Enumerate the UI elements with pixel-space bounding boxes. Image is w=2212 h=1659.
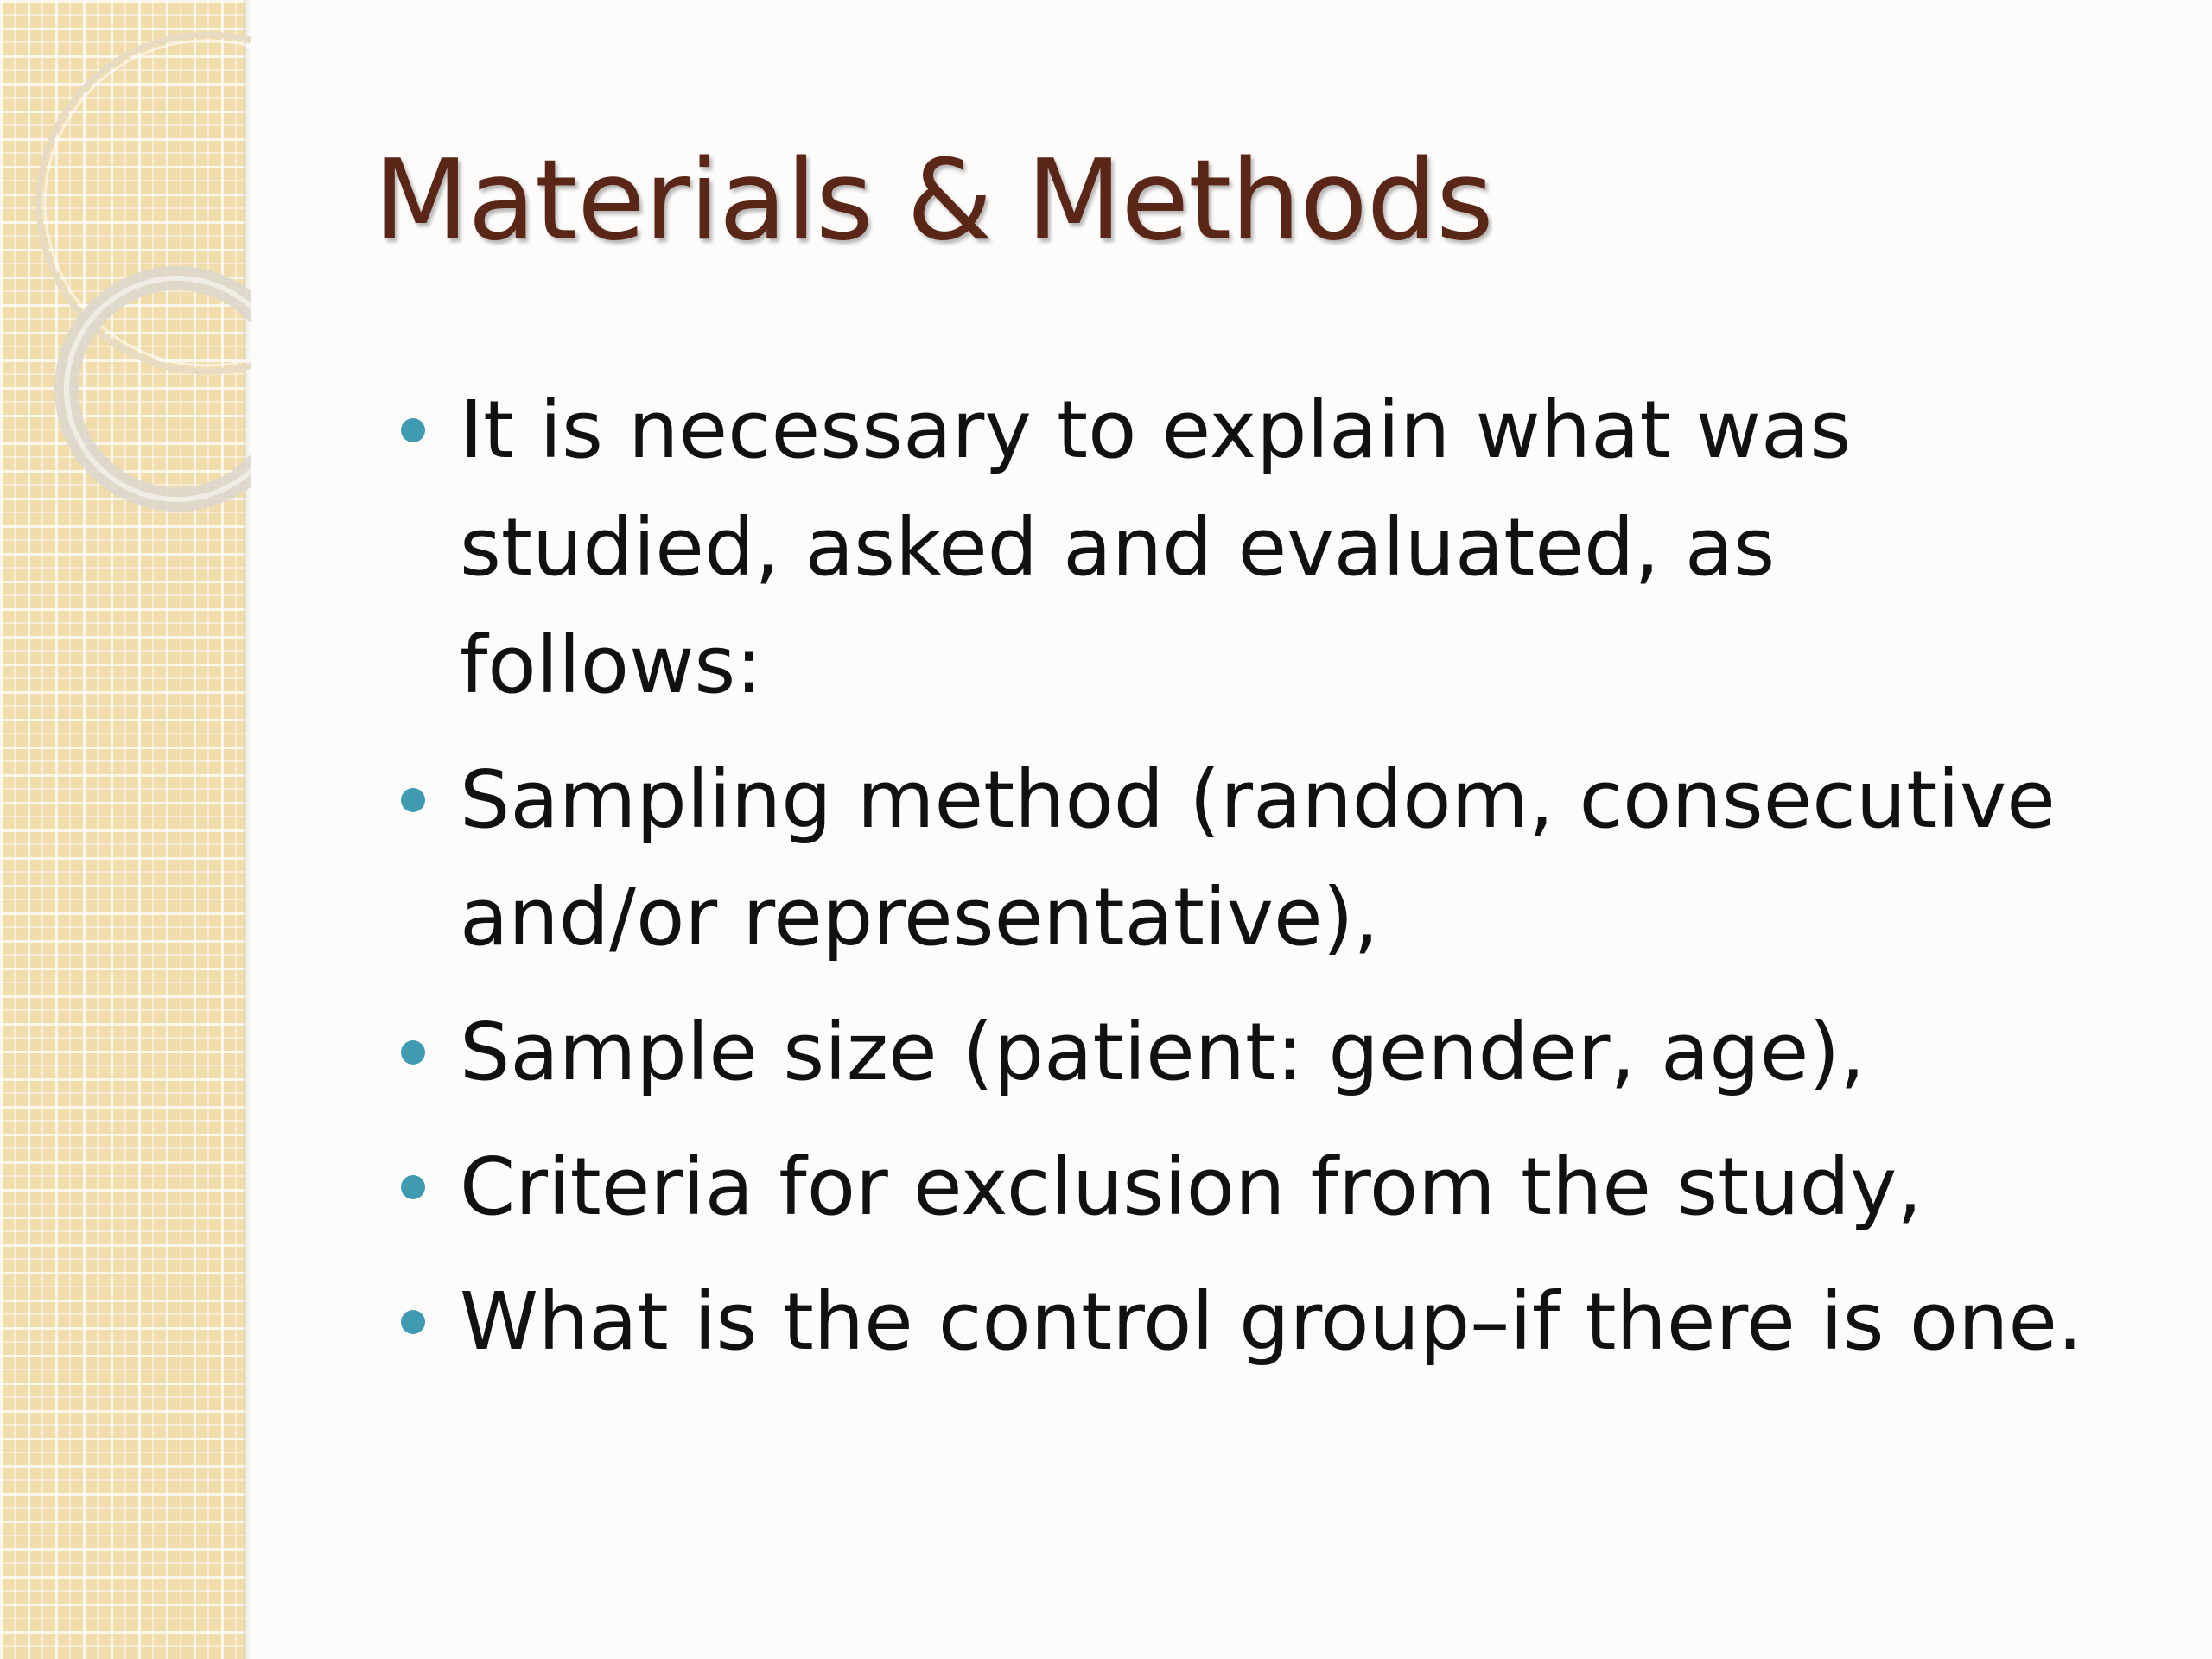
- bullet-text: It is necessary to explain what was studied, asked and evaluated, as follows:: [460, 384, 1852, 711]
- bullet-text: What is the control group–if there is one.: [460, 1275, 2083, 1368]
- large-ring: [39, 35, 251, 372]
- bullet-item: [389, 994, 2179, 1111]
- bullet-item: [389, 1263, 2179, 1381]
- bullet-dot-icon: [401, 788, 425, 812]
- bullet-dot-icon: [401, 1310, 425, 1334]
- small-ring: [67, 278, 251, 499]
- bullet-item: [389, 372, 2101, 724]
- bullet-text: Sample size (patient: gender, age),: [460, 1006, 1866, 1098]
- bullet-text: Sampling method (random, consecutive and/or representative),: [460, 753, 2056, 963]
- bullet-dot-icon: [401, 1175, 425, 1199]
- bullet-text: Criteria for exclusion from the study,: [460, 1141, 1923, 1233]
- slide-title: Materials & Methods: [373, 137, 1493, 265]
- bullet-dot-icon: [401, 1040, 425, 1065]
- decorative-rings: [0, 0, 251, 553]
- large-ring-inner: [45, 41, 251, 365]
- bullet-item: [389, 741, 2101, 976]
- bullet-item: [389, 1128, 2179, 1246]
- bullet-dot-icon: [401, 418, 425, 442]
- bullet-list: [389, 372, 2186, 1398]
